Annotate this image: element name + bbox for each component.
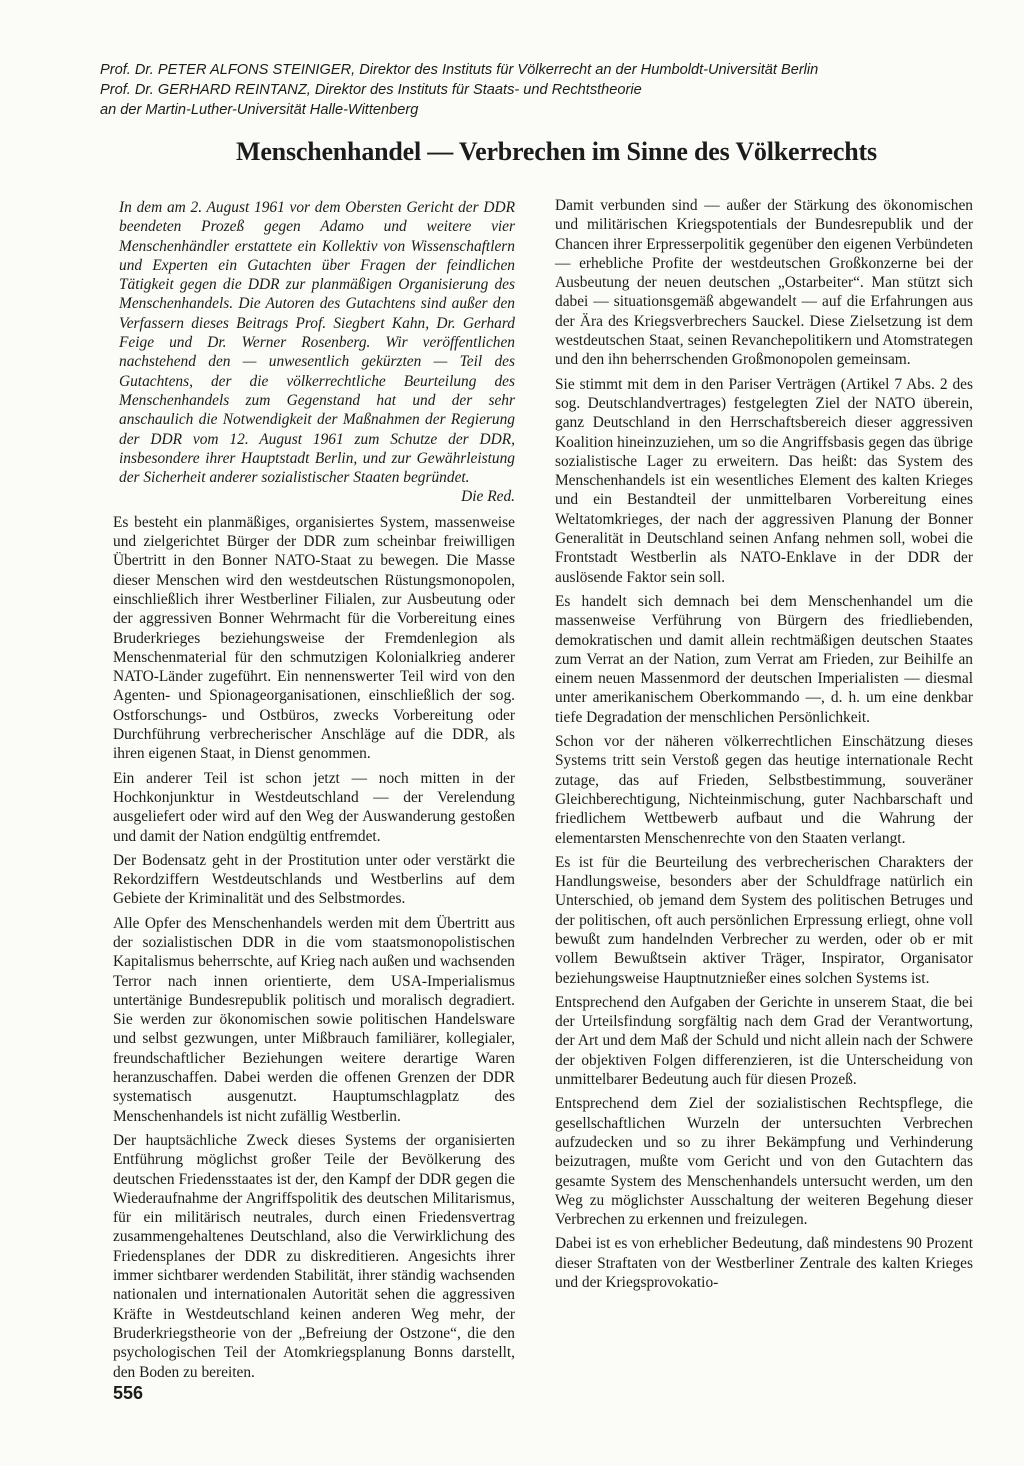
- author-line: Prof. Dr. PETER ALFONS STEINIGER, Direktor des Instituts für Völkerrecht an der Humboldt-Universität Berlin: [100, 62, 819, 78]
- page-number: 556: [113, 1383, 144, 1403]
- paragraph: Alle Opfer des Menschenhandels werden mit dem Übertritt aus der sozialistischen DDR in die vom staatsmonopolistischen Kapitalismus beherrschte, auf Krieg nach außen und wachsenden Terror nach innen orientierte, dem USA-Imperialismus untertänige Bundesrepublik politisch und moralisch degradiert. Sie werden zur ökonomischen sowie politischen Handelsware und selbst gezwungen, unter Mißbrauch familiärer, kollegialer, freundschaftlicher Beziehungen weitere derartige Waren heranzuschaffen. Dabei werden die offenen Grenzen der DDR systematisch ausgenutzt. Hauptumschlagplatz des Menschenhandels ist nicht zufällig Westberlin.: [113, 914, 515, 1125]
- paragraph: Entsprechend den Aufgaben der Gerichte in unserem Staat, die bei der Urteilsfindung sorgfältig nach dem Grad der Verantwortung, der Art und dem Maß der Schuld und nicht allein nach der Schwere der objektiven Folgen differenzieren, ist die Unterscheidung von unmittelbarer Bedeutung auch für diesen Prozeß.: [555, 993, 973, 1089]
- editor-signature: Die Red.: [461, 488, 515, 506]
- right-column: [555, 196, 973, 1297]
- author-credits: [100, 60, 980, 120]
- author-line: Prof. Dr. GERHARD REINTANZ, Direktor des Instituts für Staats- und Rechtstheorie: [100, 82, 642, 98]
- paragraph: Es handelt sich demnach bei dem Menschenhandel um die massenweise Verführung von Bürgern des friedliebenden, demokratischen und damit allein rechtmäßigen deutschen Staates zum Verrat an der Nation, zum Verrat am Frieden, zur Beihilfe an einem neuen Massenmord der deutschen Imperialisten — diesmal unter amerikanischem Oberkommando —, d. h. um eine denkbar tiefe Degradation der menschlichen Persönlichkeit.: [555, 592, 973, 726]
- editorial-intro: [113, 198, 515, 507]
- author-line: an der Martin-Luther-Universität Halle-Wittenberg: [100, 102, 419, 118]
- paragraph: Sie stimmt mit dem in den Pariser Verträgen (Artikel 7 Abs. 2 des sog. Deutschlandvertrages) festgelegten Ziel der NATO überein, ganz Deutschland in den Herrschaftsbereich dieser aggressiven Koalition hineinzuziehen, um so die Angriffsbasis gegen das übrige sozialistische Lager zu erweitern. Das heißt: das System des Menschenhandels ist ein wesentliches Element des kalten Krieges und ein Bestandteil der unmittelbaren Vorbereitung eines Weltatomkrieges, der nach der aggressiven Planung der Bonner Generalität in Deutschland seinen Anfang nehmen soll, wobei die Frontstadt Westberlin als NATO-Enklave in der DDR der auslösende Faktor sein soll.: [555, 375, 973, 586]
- paragraph: Es besteht ein planmäßiges, organisiertes System, massenweise und zielgerichtet Bürger der DDR zum scheinbar freiwilligen Übertritt in den Bonner NATO-Staat zu bewegen. Die Masse dieser Menschen wird den westdeutschen Rüstungsmonopolen, einschließlich ihrer Westberliner Filialen, zur Ausbeutung oder der aggressiven Bonner Wehrmacht für die Vorbereitung eines Bruderkrieges beziehungsweise der Fremdenlegion als Menschenmaterial für den schmutzigen Kolonialkrieg anderer NATO-Länder zugeführt. Ein nennenswerter Teil wird von den Agenten- und Spionageorganisationen, einschließlich der sog. Ostforschungs- und Ostbüros, zwecks Vorbereitung oder Durchführung verbrecherischer Anschläge auf die DDR, als ihren eigenen Staat, in Dienst genommen.: [113, 513, 515, 763]
- paragraph: Der Bodensatz geht in der Prostitution unter oder verstärkt die Rekordziffern Westdeutschlands und Westberlins auf dem Gebiete der Kriminalität und des Selbstmordes.: [113, 851, 515, 908]
- paragraph: Entsprechend dem Ziel der sozialistischen Rechtspflege, die gesellschaftlichen Wurzeln der untersuchten Verbrechen aufzudecken und so zu ihrer Bekämpfung und Verhinderung beizutragen, mußte vom Gericht und von den Gutachtern das gesamte System des Menschenhandels untersucht werden, um den Weg zu möglichster Ausschaltung der weiteren Begehung dieser Verbrechen zu erkennen und freizulegen.: [555, 1095, 973, 1229]
- left-column: [113, 198, 515, 1387]
- article-title: Menschenhandel — Verbrechen im Sinne des Völkerrechts: [236, 137, 877, 166]
- paragraph: Damit verbunden sind — außer der Stärkung des ökonomischen und militärischen Kriegspotentials der Bundesrepublik und der Chancen ihrer Erpresserpolitik gegenüber den eigenen Verbündeten — erhebliche Profite der westdeutschen Großkonzerne bei der Ausbeutung der neuen deutschen „Ostarbeiter“. Man stützt sich dabei — situationsgemäß abgewandelt — auf die Erfahrungen aus der Ära des Kriegsverbrechers Sauckel. Diese Zielsetzung ist dem westdeutschen Staat, seinen Revanchepolitikern und Atomstrategen und den ihn beherrschenden Großmonopolen gemeinsam.: [555, 197, 973, 369]
- paragraph: Dabei ist es von erheblicher Bedeutung, daß mindestens 90 Prozent dieser Straftaten von der Westberliner Zentrale des kalten Krieges und der Kriegsprovokatio-: [555, 1235, 973, 1292]
- paragraph: Der hauptsächliche Zweck dieses Systems der organisierten Entführung möglichst großer Teile der Bevölkerung des deutschen Friedensstaates ist der, den Kampf der DDR gegen die Wiederaufnahme der Angriffspolitik des deutschen Militarismus, für ein militärisch neutrales, durch einen Friedensvertrag zusammengehaltenes Deutschland, also die Verwirklichung des Friedensplanes der DDR zu diskreditieren. Angesichts ihrer immer sichtbarer werdenden Stabilität, ihrer ständig wachsenden nationalen und internationalen Autorität sehen die aggressiven Kräfte in Westdeutschland keinen anderen Weg mehr, der Bruderkriegstheorie von der „Befreiung der Ostzone“, die den psychologischen Teil der Atomkriegsplanung Bonns darstellt, den Boden zu bereiten.: [113, 1131, 515, 1381]
- paragraph: Schon vor der näheren völkerrechtlichen Einschätzung dieses Systems tritt sein Verstoß gegen das heutige internationale Recht zutage, das auf Frieden, Selbstbestimmung, souveräner Gleichberechtigung, Nichteinmischung, guter Nachbarschaft und friedlichem Wettbewerb aufbaut und die Wahrung der elementarsten Menschenrechte von den Staaten verlangt.: [555, 733, 973, 847]
- intro-text: In dem am 2. August 1961 vor dem Obersten Gericht der DDR beendeten Prozeß gegen Adamo und weitere vier Menschenhändler erstattete ein Kollektiv von Wissenschaftlern und Experten ein Gutachten über Fragen der feindlichen Tätigkeit gegen die DDR zur planmäßigen Organisierung des Menschenhandels. Die Autoren des Gutachtens sind außer den Verfassern dieses Beitrags Prof. Siegbert Kahn, Dr. Gerhard Feige und Dr. Werner Rosenberg. Wir veröffentlichen nachstehend den — unwesentlich gekürzten — Teil des Gutachtens, der die völkerrechtliche Beurteilung des Menschenhandels zum Gegenstand hat und der sehr anschaulich die Notwendigkeit der Maßnahmen der Regierung der DDR vom 12. August 1961 zum Schutze der DDR, insbesondere ihrer Hauptstadt Berlin, und zur Gewährleistung der Sicherheit anderer sozialistischer Staaten begründet.: [119, 199, 515, 487]
- paragraph: Ein anderer Teil ist schon jetzt — noch mitten in der Hochkonjunktur in Westdeutschland — der Verelendung ausgeliefert oder wird auf den Weg der Auswanderung gestoßen und damit der Nation endgültig entfremdet.: [113, 769, 515, 845]
- paragraph: Es ist für die Beurteilung des verbrecherischen Charakters der Handlungsweise, besonders aber der Schuldfrage natürlich ein Unterschied, ob jemand dem System des politischen Betruges und der politischen, oft auch persönlichen Erpressung erliegt, ohne voll bewußt zum handelnden Verbrecher zu werden, oder ob er mit vollem Bewußtsein aktiver Träger, Inspirator, Organisator beziehungsweise Hauptnutznießer eines solchen Systems ist.: [555, 853, 973, 987]
